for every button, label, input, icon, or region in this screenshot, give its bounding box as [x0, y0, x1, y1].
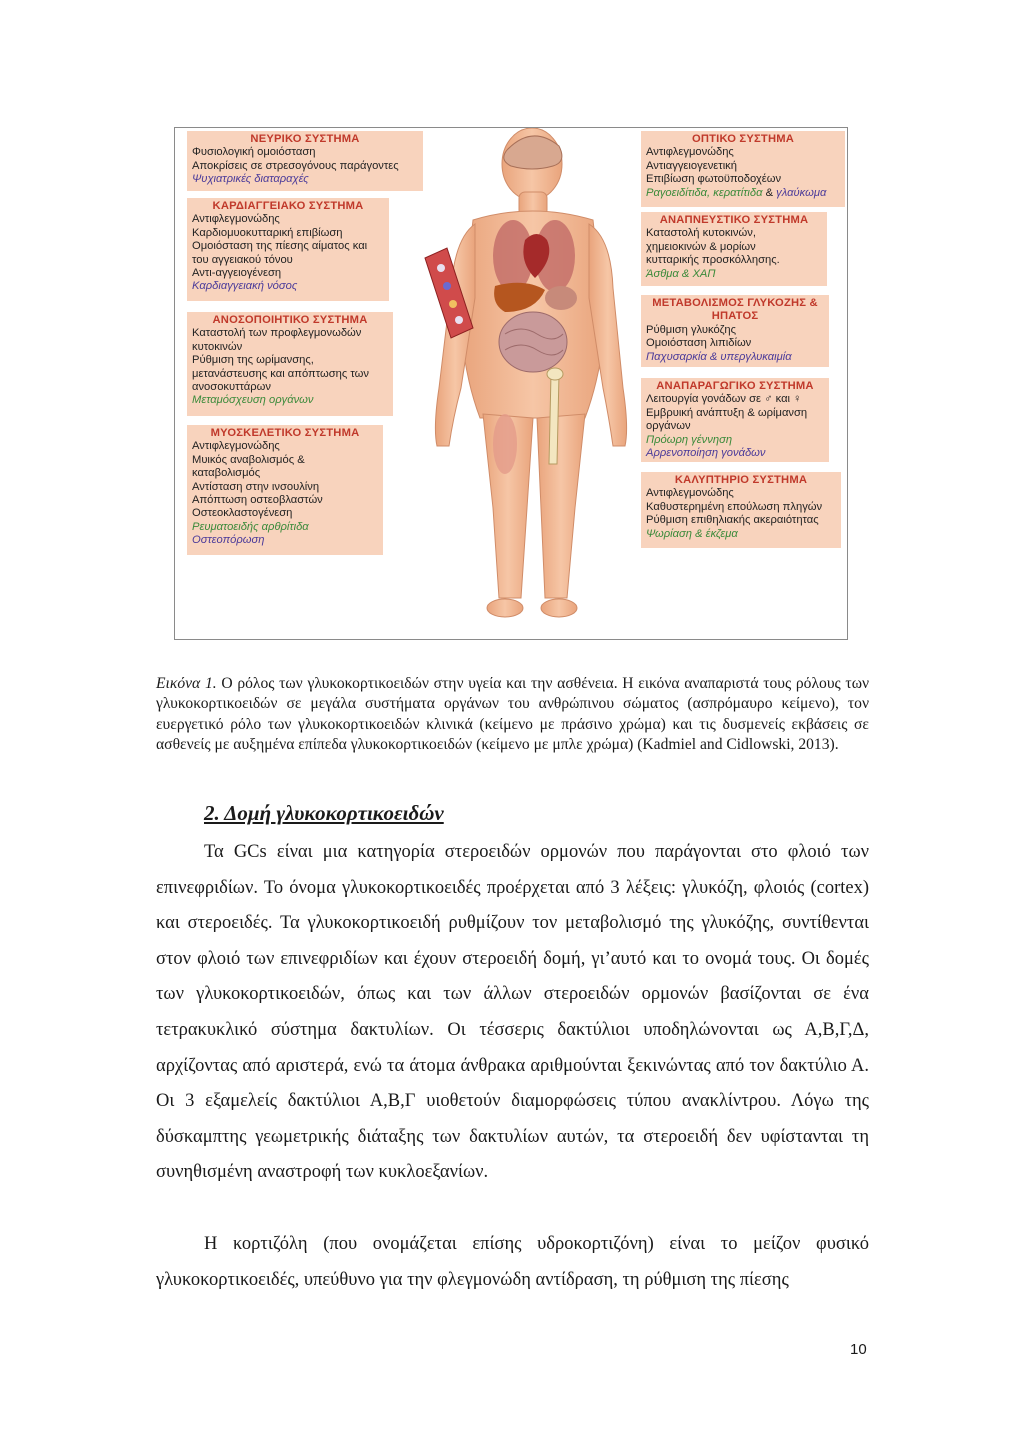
panel-line: Φυσιολογική ομοιόσταση	[192, 146, 316, 159]
panel-title: ΑΝΑΠΝΕΥΣΤΙΚΟ ΣΥΣΤΗΜΑ	[659, 214, 809, 226]
panel-line: Ρύθμιση γλυκόζης	[646, 323, 737, 336]
stomach-organ	[545, 286, 577, 310]
panel-line: Αντιφλεγμονώδης	[192, 440, 280, 453]
figure-organ-systems	[174, 127, 848, 640]
caption-text: Ο ρόλος των γλυκοκορτικοειδών στην υγεία και την ασθένεια. Η εικόνα αναπαριστά τους ρόλους των γλυκοκορτικοειδών σε μεγάλα συστήματα οργάνων του ανθρώπινου σώματος (ασπρόμαυρο κείμενο), τον ευεργετικό ρόλο των γλυκοκορτικοειδών κλινικά (κείμενο με πράσινο χρώμα) και τις δυσμενείς εκβάσεις σε ασθενείς με αυξημένα επίπεδα γλυκοκορτικοειδών (κείμενο με μπλε χρώμα) (Kadmiel and Cidlowski, 2013).	[156, 674, 870, 754]
panel-line: Καταστολή κυτοκινών,	[646, 227, 756, 240]
panel-line-beneficial: Ραγοειδίτιδα, κερατίτιδα	[646, 186, 763, 199]
panel-line: Καρδιομυοκυτταρική επιβίωση	[192, 226, 343, 239]
panel-line-beneficial: Ρευματοειδής αρθρίτιδα	[192, 520, 309, 533]
panel-nervous-system	[187, 131, 423, 191]
body-paragraph: Η κορτιζόλη (που ονομάζεται επίσης υδροκορτιζόνη) είναι το μείζον φυσικό γλυκοκορτικοειδές, υπεύθυνο για την φλεγμονώδη αντίδραση, τη ρύθμιση της πίεσης	[156, 1234, 869, 1290]
panel-line-beneficial: Πρόωρη γέννηση	[646, 433, 733, 446]
panel-line: Αποκρίσεις σε στρεσογόνους παράγοντες	[192, 159, 399, 172]
panel-title: ΑΝΑΠΑΡΑΓΩΓΙΚΟ ΣΥΣΤΗΜΑ	[656, 380, 814, 392]
panel-line: οργάνων	[646, 420, 691, 433]
panel-title: ΜΕΤΑΒΟΛΙΣΜΟΣ ΓΛΥΚΟΖΗΣ &	[652, 297, 818, 309]
panel-line: κυτταρικής προσκόλλησης.	[646, 254, 780, 267]
body-paragraph: Τα GCs είναι μια κατηγορία στεροειδών ορμονών που παράγονται στο φλοιό των επινεφριδίων. Το όνομα γλυκοκορτικοειδές προέρχεται από 3 λέξεις: γλυκόζη, φλοιός (cortex) και στεροειδές. Τα γλυκοκορτικοειδή ρυθμίζουν τον μεταβολισμό της γλυκόζης, συντίθενται στον φλοιό των επινεφριδίων και έχουν στεροειδή δομή, γι’αυτό και το ονομά τους. Οι δομές των γλυκοκορτικοειδών, όπως και των άλλων στεροειδών ορμονών βασίζονται σε ένα τετρακυκλικό σύστημα δακτυλίων. Οι τέσσερις δακτύλιοι υποδηλώνονται ως Α,Β,Γ,Δ, αρχίζοντας από αριστερά, ενώ τα άτομα άνθρακα αριθμούνται ξεκινώντας από τον δακτύλιο Α. Οι 3 εξαμελείς δακτύλιοι Α,Β,Γ υιοθετούν διαμορφώσεις τύπου ανακλίντρου. Λόγω της δύσκαμπτης γεωμετρικής διάταξης των δακτυλίων αυτών, τα στεροειδή δεν υφίστανται τη συνηθισμένη αναστροφή των κυκλοεξανίων.	[156, 842, 869, 1183]
panel-line-adverse: Παχυσαρκία & υπεργλυκαιμία	[646, 350, 792, 363]
panel-line: Ομοιόσταση λιπιδίων	[646, 337, 752, 350]
panel-line: Αντι-αγγειογένεση	[192, 267, 282, 280]
panel-respiratory-system	[641, 212, 827, 286]
panel-musculoskeletal-system	[187, 425, 383, 555]
panel-line: Απόπτωση οστεοβλαστών	[192, 494, 323, 507]
panel-line: Λειτουργία γονάδων σε ♂ και ♀	[646, 393, 802, 406]
panel-line: Οστεοκλαστογένεση	[192, 507, 293, 520]
panel-line: Εμβρυική ανάπτυξη & ωρίμανση	[646, 406, 808, 419]
panel-line: μετανάστευσης και απόπτωσης των	[192, 367, 369, 380]
panel-line: Ρύθμιση επιθηλιακής ακεραιότητας	[646, 514, 819, 527]
panel-line-beneficial: Άσθμα & ΧΑΠ	[646, 267, 716, 280]
panel-line: Αντιφλεγμονώδης	[646, 146, 734, 159]
panel-title: ΟΠΤΙΚΟ ΣΥΣΤΗΜΑ	[691, 133, 795, 145]
panel-line: Ρύθμιση της ωρίμανσης,	[192, 354, 314, 367]
figure-caption	[156, 674, 869, 756]
panel-line: Καταστολή των προφλεγμονωδών	[192, 327, 362, 340]
panel-line: καταβολισμός	[192, 467, 261, 480]
knee-muscle	[493, 414, 517, 474]
panel-line: του αγγειακού τόνου	[192, 253, 293, 266]
panel-title: ΝΕΥΡΙΚΟ ΣΥΣΤΗΜΑ	[250, 133, 360, 145]
panel-line: Αντιφλεγμονώδης	[646, 487, 734, 500]
panel-line-beneficial: Μεταμόσχευση οργάνων	[192, 394, 314, 407]
panel-title-line2: ΗΠΑΤΟΣ	[711, 310, 759, 323]
panel-optic-system	[641, 131, 845, 207]
page-number: 10	[850, 1341, 867, 1358]
intestines-organ	[499, 312, 567, 372]
section-heading: 2. Δομή γλυκοκορτικοειδών	[204, 801, 444, 825]
panel-line-adverse: Ψυχιατρικές διαταραχές	[192, 173, 309, 186]
panel-line: χημειοκινών & μορίων	[646, 240, 756, 253]
panel-line-adverse: γλαύκωμα	[776, 186, 827, 199]
panel-line-adverse: Οστεοπόρωση	[192, 534, 265, 547]
panel-line: Αντιφλεγμονώδης	[192, 213, 280, 226]
panel-title: ΚΑΛΥΠΤΗΡΙΟ ΣΥΣΤΗΜΑ	[674, 474, 808, 486]
body-silhouette	[435, 128, 626, 617]
panel-title: ΜΥΟΣΚΕΛΕΤΙΚΟ ΣΥΣΤΗΜΑ	[210, 427, 360, 439]
panel-line-beneficial: Ψωρίαση & έκζεμα	[646, 527, 738, 540]
panel-title: ΚΑΡΔΙΑΓΓΕΙΑΚΟ ΣΥΣΤΗΜΑ	[212, 200, 364, 212]
panel-line: Αντιαγγειογενετική	[646, 159, 737, 172]
panel-title: ΑΝΟΣΟΠΟΙΗΤΙΚΟ ΣΥΣΤΗΜΑ	[212, 314, 368, 326]
panel-cardiovascular-system	[187, 198, 389, 301]
panel-reproductive-system	[641, 378, 829, 462]
panel-line: Αντίσταση στην ινσουλίνη	[192, 480, 320, 493]
panel-integumentary-system	[641, 472, 841, 548]
femur-bone	[549, 374, 559, 464]
panel-line-connector: &	[762, 186, 777, 199]
panel-line: ανοσοκυττάρων	[192, 381, 271, 394]
panel-line: Καθυστερημένη επούλωση πληγών	[646, 500, 823, 513]
panel-immune-system	[187, 312, 393, 416]
panel-glucose-metabolism-liver	[641, 295, 829, 367]
caption-label: Εικόνα 1.	[156, 674, 217, 692]
panel-line: Ομοιόσταση της πίεσης αίματος και	[192, 240, 368, 253]
panel-line: Μυικός αναβολισμός &	[192, 453, 305, 466]
panel-line: Επιβίωση φωτοϋποδοχέων	[646, 173, 782, 186]
panel-line: κυτοκινών	[192, 340, 243, 353]
panel-line-adverse: Αρρενοποίηση γονάδων	[646, 447, 766, 460]
panel-line-mixed	[646, 187, 840, 200]
panel-line-adverse: Καρδιαγγειακή νόσος	[192, 280, 298, 293]
